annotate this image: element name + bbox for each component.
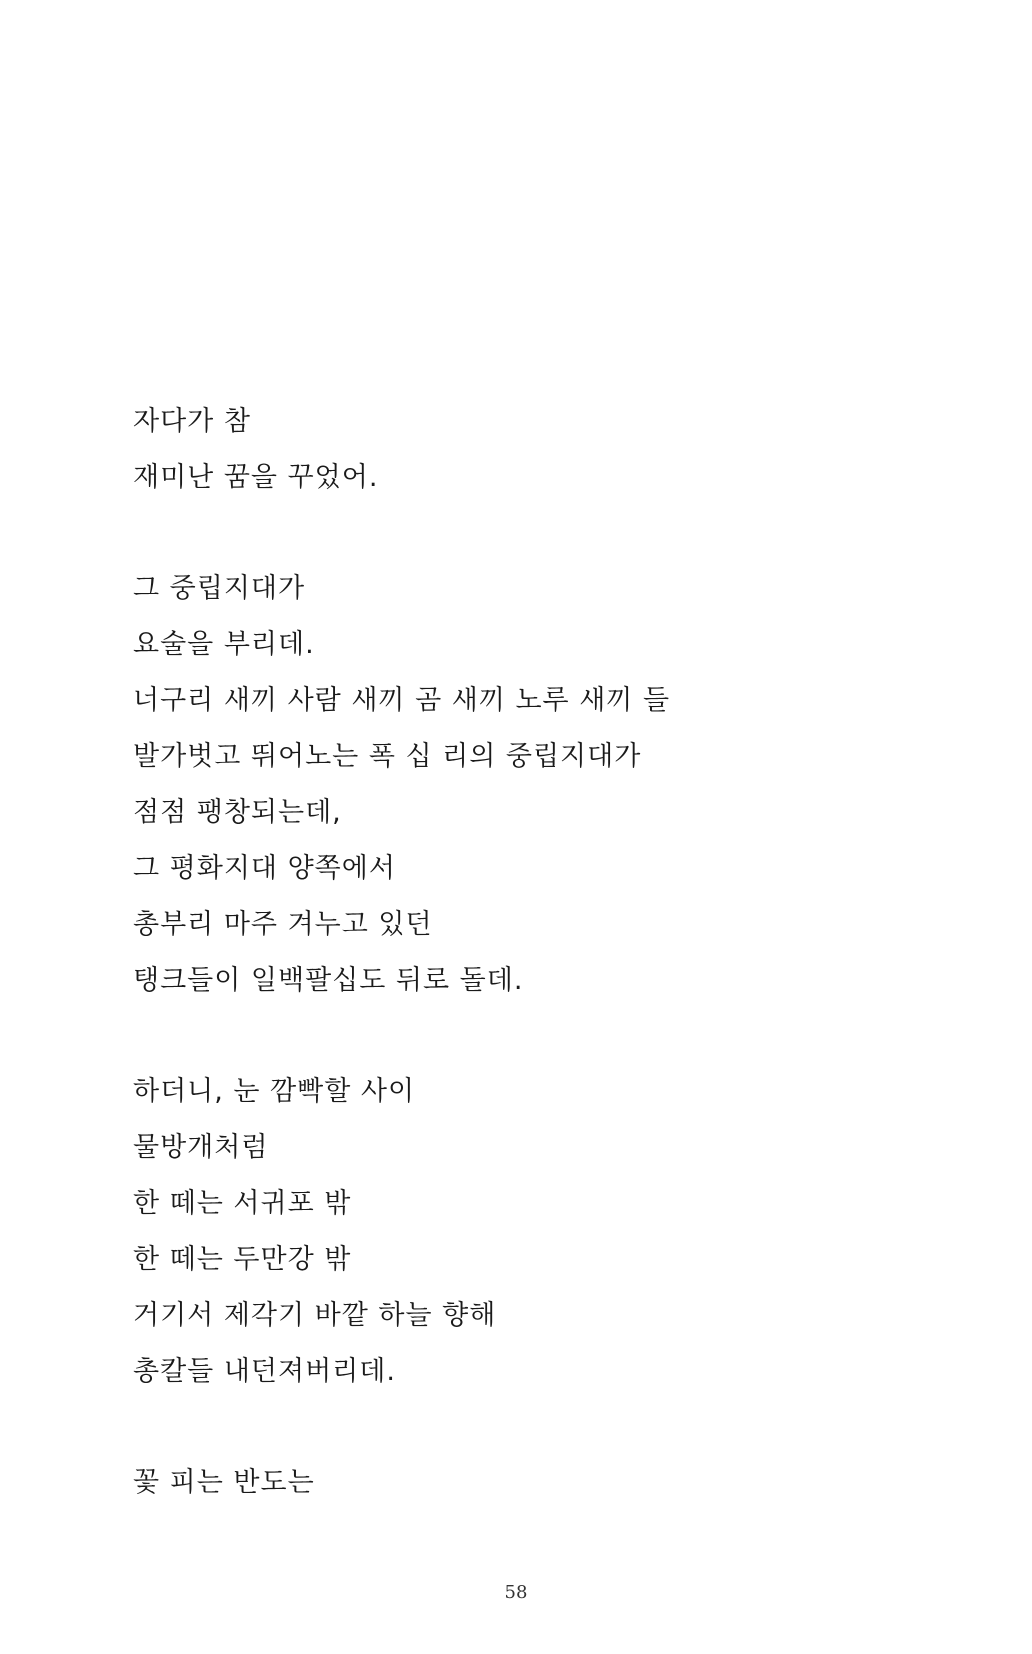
stanza-4 — [133, 1455, 953, 1511]
stanza-3 — [133, 1064, 953, 1400]
poem-line: 재미난 꿈을 꾸었어. — [133, 462, 379, 493]
stanza-2 — [133, 561, 953, 1009]
poem-line: 총부리 마주 겨누고 있던 — [133, 909, 433, 940]
poem-line: 너구리 새끼 사람 새끼 곰 새끼 노루 새끼 들 — [133, 685, 671, 716]
stanza-1 — [133, 394, 953, 506]
poem-line: 꽃 피는 반도는 — [133, 1467, 315, 1498]
page-number: 58 — [504, 1582, 528, 1603]
poem-line: 그 평화지대 양쪽에서 — [133, 853, 396, 884]
poem-line: 탱크들이 일백팔십도 뒤로 돌데. — [133, 965, 524, 996]
poem-line: 하더니, 눈 깜빡할 사이 — [133, 1076, 416, 1107]
poem-line: 한 떼는 두만강 밖 — [133, 1244, 352, 1275]
poem-line: 자다가 참 — [133, 406, 251, 437]
poem-line: 한 떼는 서귀포 밖 — [133, 1188, 352, 1219]
poem-line: 총칼들 내던져버리데. — [133, 1356, 396, 1387]
poem-line: 물방개처럼 — [133, 1132, 269, 1163]
poem-line: 거기서 제각기 바깥 하늘 향해 — [133, 1300, 497, 1331]
poem-line: 요술을 부리데. — [133, 629, 315, 660]
poem-line: 그 중립지대가 — [133, 573, 306, 604]
poem-line: 발가벗고 뛰어노는 폭 십 리의 중립지대가 — [133, 741, 642, 772]
poem-body — [133, 394, 953, 1566]
poem-line: 점점 팽창되는데, — [133, 797, 342, 828]
